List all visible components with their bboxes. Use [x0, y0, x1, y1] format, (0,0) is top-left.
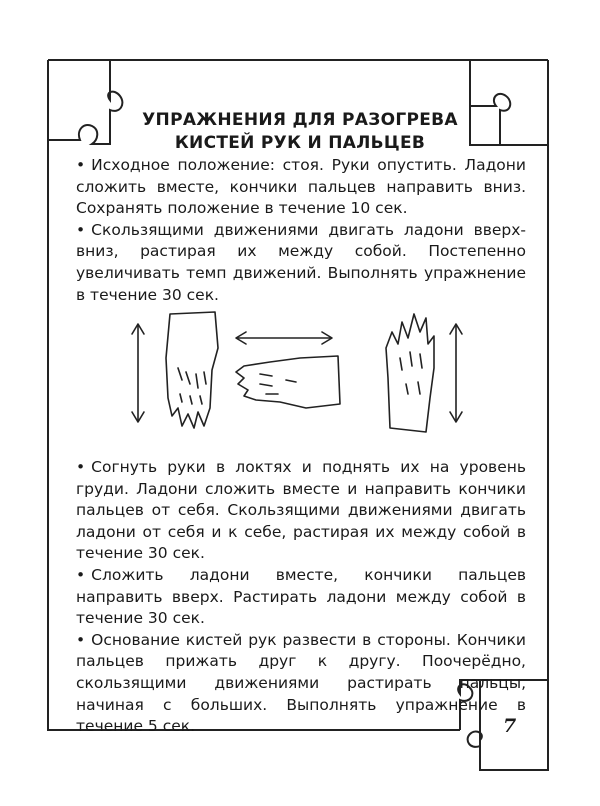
text-block-top	[76, 155, 526, 306]
double-arrow-icon	[132, 324, 144, 422]
double-arrow-icon	[450, 324, 462, 422]
paragraph-text: Основание кистей рук развести в стороны. Кончики пальцев прижать друг к другу. Поочерёдно, скользящими движениями растирать пальцы, начиная с больших. Выполнять упражнение в течение 5 сек.	[76, 630, 526, 736]
paragraph	[76, 565, 526, 630]
hands-illustration	[120, 308, 480, 448]
page-number: 7	[503, 715, 517, 737]
paragraph-text: Согнуть руки в локтях и поднять их на уровень груди. Ладони сложить вместе и направить кончики пальцев от себя. Скользящими движениями двигать ладони от себя и к себе, растирая их между собой в течение 30 сек.	[76, 458, 526, 563]
paragraph-text: Сложить ладони вместе, кончики пальцев направить вверх. Растирать ладони между собой в течение 30 сек.	[76, 565, 526, 628]
paragraph	[76, 630, 526, 738]
hands-up-icon	[386, 314, 434, 432]
bullet: •	[76, 458, 86, 476]
page-title-line2: КИСТЕЙ РУК И ПАЛЬЦЕВ	[174, 133, 426, 153]
text-block-bottom	[76, 457, 526, 738]
paragraph	[76, 457, 526, 565]
hands-down-icon	[166, 312, 218, 428]
hands-horizontal-icon	[236, 356, 340, 408]
bullet: •	[76, 220, 86, 239]
double-arrow-icon	[236, 332, 332, 344]
bullet: •	[76, 565, 86, 584]
page-title-line1: УПРАЖНЕНИЯ ДЛЯ РАЗОГРЕВА	[142, 110, 458, 130]
paragraph	[76, 155, 526, 220]
paragraph-text: Исходное положение: стоя. Руки опустить. Ладони сложить вместе, кончики пальцев направить вниз. Сохранять положение в течение 10 сек.	[76, 156, 526, 218]
paragraph	[76, 220, 526, 306]
bullet: •	[76, 156, 86, 174]
bullet: •	[76, 630, 86, 649]
paragraph-text: Скользящими движениями двигать ладони вверх-вниз, растирая их между собой. Постепенно увеличивать темп движений. Выполнять упражнение в течение 30 сек.	[76, 220, 526, 304]
